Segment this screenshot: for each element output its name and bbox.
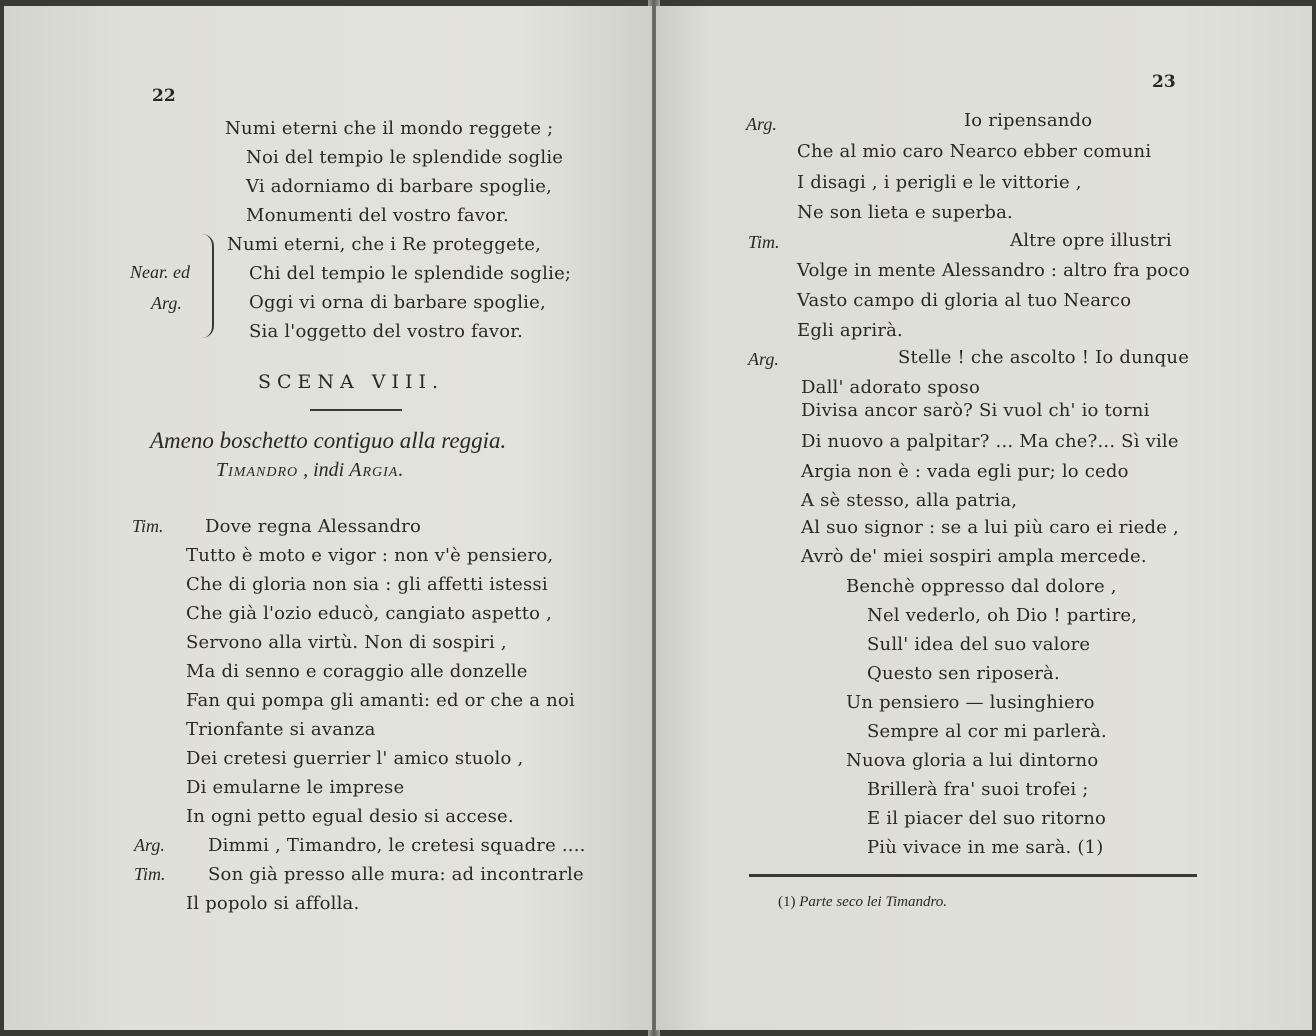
speaker-label: Arg. <box>746 114 777 134</box>
dialogue-line: Dall' adorato sposo <box>801 377 981 398</box>
dialogue-line: Vasto campo di gloria al tuo Nearco <box>797 290 1132 311</box>
dialogue-line: I disagi , i perigli e le vittorie , <box>797 172 1082 193</box>
speaker-label: Arg. <box>748 349 779 369</box>
dialogue-line: Di emularne le imprese <box>186 777 405 798</box>
characters-line <box>216 459 404 482</box>
dialogue-line: Dimmi , Timandro, le cretesi squadre .... <box>208 835 586 856</box>
dialogue-line: Dove regna Alessandro <box>205 516 422 537</box>
duet-line: Oggi vi orna di barbare spoglie, <box>249 292 546 313</box>
aria-line: Più vivace in me sarà. (1) <box>867 837 1104 858</box>
dialogue-line: Dei cretesi guerrier l' amico stuolo , <box>186 748 524 769</box>
page-number: 23 <box>1152 72 1176 92</box>
page-number: 22 <box>152 86 176 106</box>
aria-line: Sull' idea del suo valore <box>867 634 1091 655</box>
character-name: Argia. <box>349 459 405 481</box>
dialogue-line: Avrò de' miei sospiri ampla mercede. <box>801 546 1147 567</box>
speaker-label: Arg. <box>134 835 165 855</box>
footnote <box>778 894 947 911</box>
speaker-label: Arg. <box>151 293 182 313</box>
dialogue-line: Che al mio caro Nearco ebber comuni <box>797 141 1152 162</box>
brace <box>202 234 214 338</box>
aria-line: Benchè oppresso dal dolore , <box>846 576 1117 597</box>
dialogue-line: Ne son lieta e superba. <box>797 202 1013 223</box>
dialogue-line: In ogni petto egual desio si accese. <box>186 806 514 827</box>
dialogue-line: Il popolo si affolla. <box>186 893 360 914</box>
chorus-line: Monumenti del vostro favor. <box>246 205 509 226</box>
speaker-label: Tim. <box>132 516 164 536</box>
chorus-line: Noi del tempio le splendide soglie <box>246 147 564 168</box>
aria-line: E il piacer del suo ritorno <box>867 808 1107 829</box>
right-page <box>656 6 1312 1030</box>
character-name: Timandro <box>216 459 299 481</box>
dialogue-line: Tutto è moto e vigor : non v'è pensiero, <box>186 545 554 566</box>
dialogue-line: Che già l'ozio educò, cangiato aspetto , <box>186 603 553 624</box>
dialogue-line: Che di gloria non sia : gli affetti istessi <box>186 574 548 595</box>
dialogue-line: Trionfante si avanza <box>186 719 376 740</box>
characters-separator: , indi <box>298 459 350 481</box>
duet-line: Chi del tempio le splendide soglie; <box>249 263 572 284</box>
scene-setting: Ameno boschetto contiguo alla reggia. <box>150 428 507 453</box>
dialogue-line: Fan qui pompa gli amanti: ed or che a noi <box>186 690 575 711</box>
dialogue-line: Stelle ! che ascolto ! Io dunque <box>898 347 1190 368</box>
scene-title: SCENA VIII. <box>258 371 445 393</box>
aria-line: Questo sen riposerà. <box>867 663 1060 684</box>
dialogue-line: Son già presso alle mura: ad incontrarle <box>208 864 584 885</box>
chorus-line: Vi adorniamo di barbare spoglie, <box>246 176 553 197</box>
dialogue-line: Divisa ancor sarò? Si vuol ch' io torni <box>801 400 1150 421</box>
dialogue-line: Io ripensando <box>964 110 1093 131</box>
aria-line: Nel vederlo, oh Dio ! partire, <box>867 605 1138 626</box>
dialogue-line: A sè stesso, alla patria, <box>801 490 1018 511</box>
dialogue-line: Al suo signor : se a lui più caro ei riede , <box>801 517 1179 538</box>
dialogue-line: Argia non è : vada egli pur; lo cedo <box>801 461 1129 482</box>
scene-rule <box>310 409 402 411</box>
dialogue-line: Di nuovo a palpitar? ... Ma che?... Sì vile <box>801 431 1179 452</box>
aria-line: Nuova gloria a lui dintorno <box>846 750 1099 771</box>
speaker-label: Tim. <box>748 232 780 252</box>
dialogue-line: Egli aprirà. <box>797 320 903 341</box>
aria-line: Sempre al cor mi parlerà. <box>867 721 1107 742</box>
speaker-label: Near. ed <box>130 262 190 282</box>
duet-line: Sia l'oggetto del vostro favor. <box>249 321 524 342</box>
aria-line: Un pensiero — lusinghiero <box>846 692 1095 713</box>
speaker-label: Tim. <box>134 864 166 884</box>
footnote-number: (1) <box>778 894 796 910</box>
dialogue-line: Volge in mente Alessandro : altro fra poco <box>797 260 1190 281</box>
left-page <box>4 6 652 1030</box>
aria-line: Brillerà fra' suoi trofei ; <box>867 779 1089 800</box>
dialogue-line: Servono alla virtù. Non di sospiri , <box>186 632 507 653</box>
dialogue-line: Altre opre illustri <box>1010 230 1172 251</box>
dialogue-line: Ma di senno e coraggio alle donzelle <box>186 661 528 682</box>
duet-line: Numi eterni, che i Re proteggete, <box>227 234 542 255</box>
chorus-line: Numi eterni che il mondo reggete ; <box>225 118 554 139</box>
footnote-rule <box>749 874 1197 877</box>
footnote-text: Parte seco lei Timandro. <box>799 894 948 910</box>
